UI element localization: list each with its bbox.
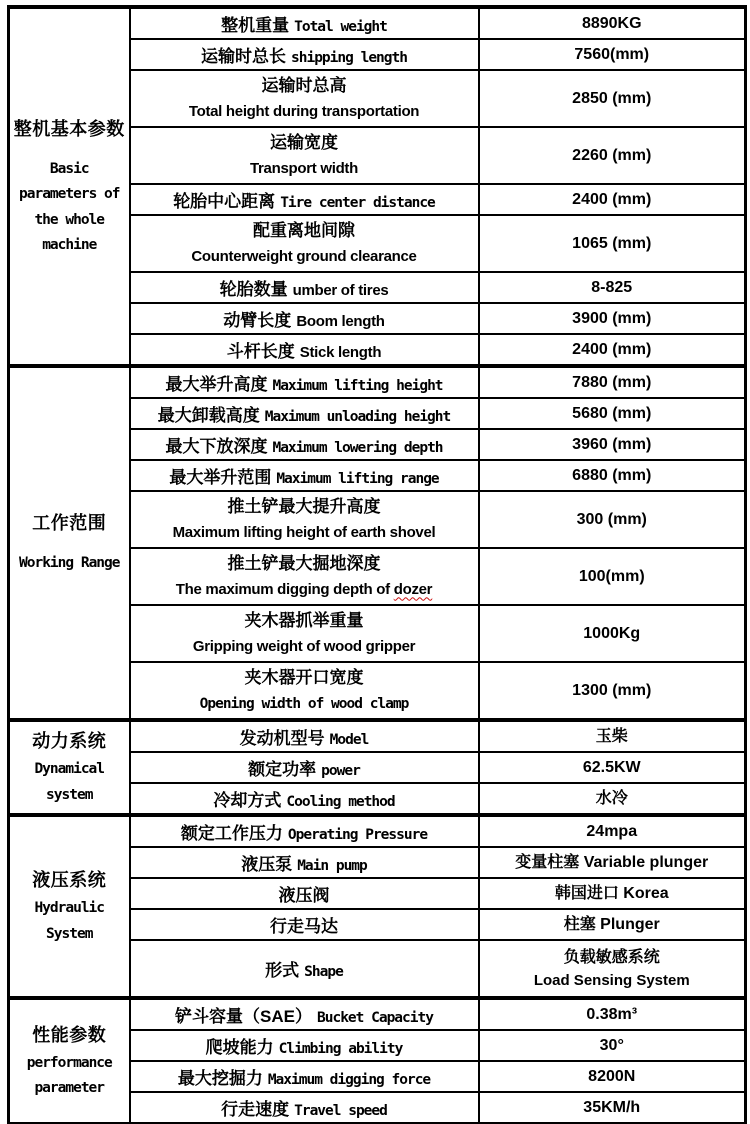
value-text: 2400 (mm)	[572, 190, 652, 208]
value-cell	[479, 366, 746, 398]
param-cell	[130, 334, 479, 366]
param-en-label: Maximum lifting range	[276, 471, 439, 487]
param-en-label: Model	[329, 732, 369, 748]
param-line-zh	[135, 494, 474, 521]
param-cell	[130, 998, 479, 1030]
param-cell	[130, 1030, 479, 1061]
spec-table-body	[9, 7, 746, 1124]
param-en-label: Shape	[304, 964, 343, 980]
value-cell	[479, 1092, 746, 1124]
category-zh-label: 液压系统	[32, 870, 107, 891]
value-cell	[479, 491, 746, 548]
param-zh-label: 发动机型号	[239, 729, 325, 748]
param-cell	[130, 878, 479, 909]
param-zh-label: 行走马达	[270, 917, 338, 936]
param-line-en	[135, 157, 474, 182]
table-row	[9, 815, 746, 847]
value-cell	[479, 184, 746, 215]
param-zh-label: 运输宽度	[270, 132, 338, 152]
param-en-label: Boom length	[296, 313, 385, 330]
param-zh-label: 运输时总高	[261, 75, 347, 95]
table-row	[9, 7, 746, 39]
value-cell	[479, 1030, 746, 1061]
category-en-label: Dynamical system	[34, 761, 105, 803]
param-zh-label: 动臂长度	[223, 311, 292, 330]
param-cell	[130, 184, 479, 215]
param-line-en	[135, 635, 474, 660]
param-cell	[130, 398, 479, 429]
value-text: 6880 (mm)	[572, 466, 652, 484]
value-text: 0.38m³	[586, 1005, 638, 1023]
param-en-label: Operating Pressure	[287, 827, 428, 843]
param-zh-label: 斗杆长度	[226, 342, 295, 361]
param-en-label: Gripping weight of wood gripper	[192, 637, 416, 655]
param-en-label: Cooling method	[286, 794, 395, 810]
param-zh-label: 爬坡能力	[205, 1038, 274, 1057]
value-cell	[479, 720, 746, 752]
param-zh-label: 轮胎数量	[219, 280, 288, 299]
param-line-zh	[135, 218, 474, 245]
param-zh-label: 整机重量	[221, 16, 290, 35]
misspelled-word: dozer	[393, 580, 433, 598]
param-line-zh	[135, 665, 474, 692]
param-en-label: Stick length	[299, 344, 382, 361]
table-row	[9, 998, 746, 1030]
param-zh-label: 夹木器抓举重量	[244, 610, 364, 630]
param-line-zh	[135, 130, 474, 157]
value-text: 30°	[599, 1036, 624, 1054]
value-text: 8-825	[591, 278, 633, 296]
value-text: 2260 (mm)	[572, 146, 652, 164]
value-cell	[479, 303, 746, 334]
param-line-zh	[135, 551, 474, 578]
param-cell	[130, 548, 479, 605]
param-en-label: Tire center distance	[280, 195, 435, 211]
param-cell	[130, 909, 479, 940]
param-zh-label: 冷却方式	[213, 791, 282, 810]
value-cell	[479, 783, 746, 815]
param-cell	[130, 1061, 479, 1092]
value-cell	[479, 847, 746, 878]
category-cell	[9, 998, 130, 1124]
param-cell	[130, 752, 479, 783]
param-line-en	[135, 692, 474, 717]
category-en-label: Basic parameters of the whole machine	[19, 160, 120, 253]
category-zh-label: 性能参数	[32, 1024, 107, 1045]
value-text: 7880 (mm)	[572, 373, 652, 391]
param-zh-label: 夹木器开口宽度	[244, 667, 364, 687]
value-cell	[479, 752, 746, 783]
param-cell	[130, 815, 479, 847]
param-en-label: Counterweight ground clearance	[191, 247, 417, 265]
value-cell	[479, 878, 746, 909]
value-text-line2: Load Sensing System	[533, 972, 690, 989]
category-en-label: Working Range	[19, 555, 120, 572]
param-zh-label: 最大卸载高度	[157, 406, 260, 425]
param-zh-label: 液压阀	[278, 886, 330, 905]
param-line-en	[135, 521, 474, 546]
param-zh-label: 轮胎中心距离	[173, 192, 276, 211]
value-cell	[479, 39, 746, 70]
param-cell	[130, 460, 479, 491]
param-zh-label: 最大挖掘力	[177, 1069, 263, 1088]
param-en-label: Total weight	[294, 19, 387, 35]
param-zh-label: 最大下放深度	[165, 437, 268, 456]
param-zh-label: 形式	[265, 961, 300, 980]
value-text: 3900 (mm)	[572, 309, 652, 327]
value-cell	[479, 398, 746, 429]
param-cell	[130, 39, 479, 70]
category-zh-label: 工作范围	[32, 513, 107, 534]
param-zh-label: 最大举升高度	[165, 375, 268, 394]
category-cell	[9, 7, 130, 366]
param-en-label: Travel speed	[294, 1103, 387, 1119]
table-row	[9, 720, 746, 752]
value-cell	[479, 334, 746, 366]
value-text: 100(mm)	[578, 567, 645, 585]
value-text: 8200N	[588, 1067, 636, 1085]
value-text: 1000Kg	[583, 624, 641, 642]
param-cell	[130, 1092, 479, 1124]
value-text: 韩国进口 Korea	[554, 884, 669, 902]
param-line-zh	[135, 608, 474, 635]
value-cell	[479, 1061, 746, 1092]
param-cell	[130, 605, 479, 662]
param-cell	[130, 847, 479, 878]
table-row	[9, 366, 746, 398]
param-zh-label: 行走速度	[221, 1100, 290, 1119]
param-en-label: Climbing ability	[278, 1041, 403, 1057]
param-line-en	[135, 578, 474, 603]
param-en-label: Transport width	[249, 159, 358, 177]
param-cell	[130, 366, 479, 398]
value-text: 2850 (mm)	[572, 89, 652, 107]
category-en-label: Hydraulic System	[34, 900, 105, 942]
param-cell	[130, 127, 479, 184]
value-cell	[479, 70, 746, 127]
param-en-label: Maximum digging force	[267, 1072, 431, 1088]
value-cell	[479, 815, 746, 847]
value-text: 8890KG	[581, 14, 642, 32]
value-cell	[479, 272, 746, 303]
param-en-label: umber of tires	[292, 282, 389, 299]
param-zh-label: 最大举升范围	[169, 468, 272, 487]
param-en-label: power	[321, 763, 360, 779]
value-cell	[479, 127, 746, 184]
param-zh-label: 额定功率	[248, 760, 317, 779]
param-cell	[130, 491, 479, 548]
value-text: 1065 (mm)	[572, 234, 652, 252]
param-cell	[130, 783, 479, 815]
value-text: 35KM/h	[583, 1098, 641, 1116]
param-cell	[130, 940, 479, 998]
param-zh-label: 推土铲最大掘地深度	[227, 553, 381, 573]
category-zh-label: 动力系统	[32, 731, 107, 752]
param-zh-label: 配重离地间隙	[253, 220, 355, 240]
param-en-label: Maximum lifting height	[272, 378, 443, 394]
value-text: 柱塞 Plunger	[563, 915, 660, 933]
param-en-label: Maximum lowering depth	[272, 440, 443, 456]
value-text: 62.5KW	[582, 758, 641, 776]
param-en-label: Total height during transportation	[188, 102, 420, 120]
param-zh-label: 推土铲最大提升高度	[227, 496, 381, 516]
value-text: 300 (mm)	[576, 510, 647, 528]
value-cell	[479, 662, 746, 720]
value-text: 24mpa	[586, 822, 638, 840]
param-zh-label: 铲斗容量（SAE）	[175, 1007, 312, 1026]
value-cell	[479, 548, 746, 605]
param-en-label: Maximum unloading height	[264, 409, 451, 425]
value-text: 玉柴	[595, 727, 628, 745]
param-line-zh	[135, 73, 474, 100]
param-cell	[130, 70, 479, 127]
category-cell	[9, 815, 130, 998]
value-cell	[479, 605, 746, 662]
category-cell	[9, 366, 130, 720]
category-en-label: performance parameter	[26, 1054, 112, 1096]
value-text: 1300 (mm)	[572, 681, 652, 699]
param-cell	[130, 7, 479, 39]
param-line-en	[135, 245, 474, 270]
param-cell	[130, 303, 479, 334]
param-zh-label: 额定工作压力	[180, 824, 283, 843]
param-cell	[130, 429, 479, 460]
param-cell	[130, 272, 479, 303]
value-text: 变量柱塞 Variable plunger	[515, 853, 709, 871]
value-text: 3960 (mm)	[572, 435, 652, 453]
param-en-label: The maximum digging depth of dozer	[175, 580, 433, 598]
param-line-en	[135, 100, 474, 125]
param-en-label: Opening width of wood clamp	[199, 695, 409, 712]
category-cell	[9, 720, 130, 815]
category-zh-label: 整机基本参数	[13, 118, 125, 139]
value-text: 水冷	[595, 789, 628, 807]
value-cell	[479, 998, 746, 1030]
param-cell	[130, 720, 479, 752]
param-cell	[130, 215, 479, 272]
param-cell	[130, 662, 479, 720]
value-cell	[479, 909, 746, 940]
param-zh-label: 运输时总长	[201, 47, 287, 66]
value-cell	[479, 460, 746, 491]
value-text: 5680 (mm)	[572, 404, 652, 422]
value-cell	[479, 215, 746, 272]
value-cell	[479, 429, 746, 460]
param-en-label: Bucket Capacity	[317, 1010, 433, 1026]
param-en-label: shipping length	[291, 50, 407, 66]
param-zh-label: 液压泵	[241, 855, 293, 874]
value-cell	[479, 7, 746, 39]
value-text: 7560(mm)	[574, 45, 650, 63]
spec-table	[7, 5, 747, 1124]
value-cell	[479, 940, 746, 998]
param-en-label: Main pump	[297, 858, 367, 874]
value-text: 负载敏感系统	[563, 949, 660, 966]
param-en-label: Maximum lifting height of earth shovel	[172, 523, 436, 541]
value-text: 2400 (mm)	[572, 340, 652, 358]
